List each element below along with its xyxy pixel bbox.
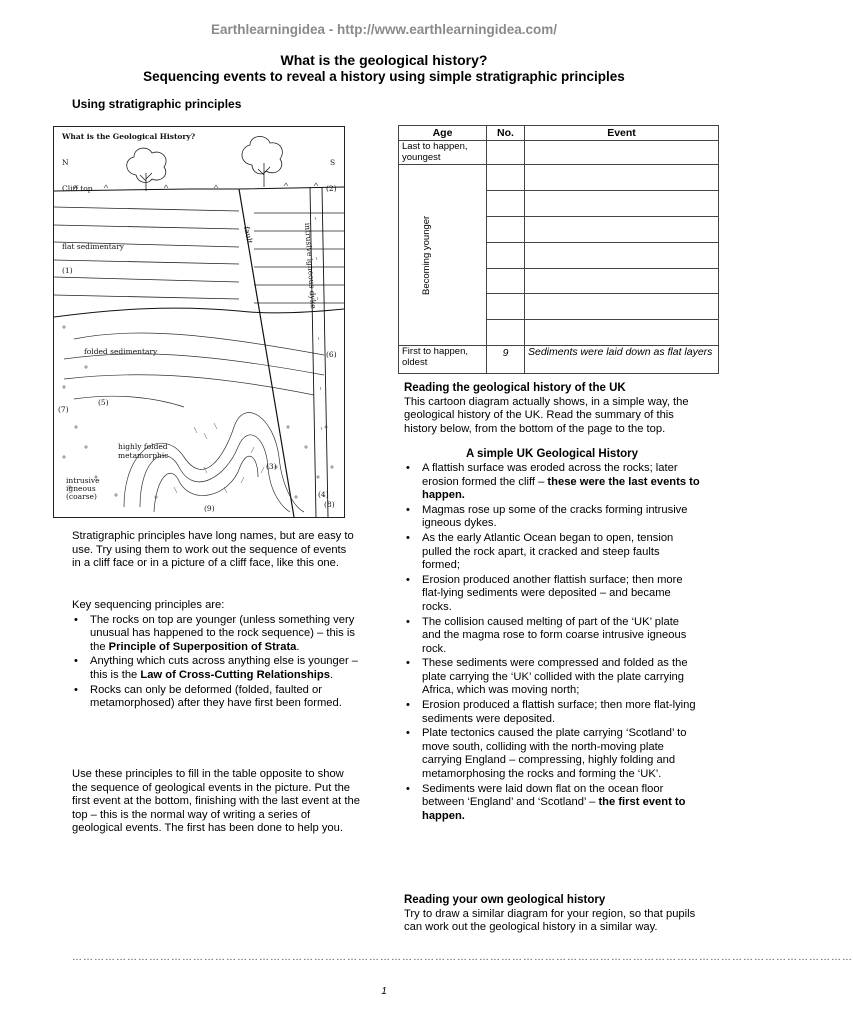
label-1: (1) [62, 266, 73, 275]
header-no: No. [487, 126, 525, 141]
label-6: (6) [326, 350, 337, 359]
label-9: (9) [204, 504, 215, 513]
page-number: 1 [381, 986, 387, 997]
no-cell[interactable] [487, 320, 525, 346]
cliff-diagram-svg [54, 127, 344, 517]
header-event: Event [525, 126, 719, 141]
uk-history-section [404, 382, 700, 824]
tree-left-icon [127, 148, 166, 191]
diagram-title: What is the Geological History? [62, 132, 196, 141]
no-cell[interactable] [487, 294, 525, 320]
label-intrusive: intrusive [66, 476, 100, 485]
history-item: • A flattish surface was eroded across the rocks; later erosion formed the cliff – these were the last events to happen. [404, 462, 700, 503]
instructions-paragraph [72, 768, 360, 836]
event-cell[interactable] [525, 320, 719, 346]
table-row [399, 165, 719, 191]
history-item: • Erosion produced another flattish surface; then more flat-lying sediments were deposited – and became rocks. [404, 574, 700, 615]
header-age: Age [399, 126, 487, 141]
age-youngest: Last to happen, youngest [399, 141, 487, 165]
simple-history-heading: A simple UK Geological History [465, 448, 639, 461]
tree-right-icon [242, 136, 282, 187]
label-dyke: intrusive igneous dyke [303, 222, 318, 309]
history-item: • These sediments were compressed and folded as the plate carrying the ‘UK’ collided with the plate carrying Africa, which was moving north; [404, 657, 700, 698]
principle-item: • The rocks on top are younger (unless something very unusual has happened to the rock sequence) – this is the Principle of Superposition of Strata. [72, 614, 362, 655]
page-title: What is the geological history? [280, 52, 488, 68]
event-cell[interactable] [525, 191, 719, 217]
history-item: • As the early Atlantic Ocean began to open, tension pulled the rock apart, it cracked and steep faults formed; [404, 532, 700, 573]
event-cell[interactable] [525, 217, 719, 243]
section-heading-stratigraphic: Using stratigraphic principles [72, 97, 242, 111]
event-cell[interactable] [525, 269, 719, 294]
label-5: (5) [98, 398, 109, 407]
no-cell[interactable] [487, 217, 525, 243]
history-list [404, 462, 700, 823]
event-cell[interactable] [525, 243, 719, 269]
principles-list [72, 614, 362, 711]
cliff-diagram [53, 126, 345, 518]
label-cliff-top: Cliff top [62, 184, 93, 193]
history-item: • Magmas rose up some of the cracks forming intrusive igneous dykes. [404, 504, 700, 531]
own-history-section [404, 894, 700, 935]
key-principles [72, 599, 362, 712]
label-2: (2) [326, 184, 337, 193]
label-8: (8) [324, 500, 335, 509]
page-subtitle: Sequencing events to reveal a history using simple stratigraphic principles [143, 69, 625, 84]
key-principles-heading: Key sequencing principles are: [72, 599, 225, 611]
history-item: • Plate tectonics caused the plate carrying ‘Scotland’ to move south, colliding with the north-moving plate carrying England – compressing, highly folding and metamorphosing the rocks and forming the ‘UK’. [404, 727, 700, 781]
event-cell[interactable] [525, 141, 719, 165]
no-cell[interactable] [487, 269, 525, 294]
becoming-younger-label: Becoming younger [421, 215, 432, 295]
no-cell[interactable] [487, 165, 525, 191]
age-becoming-younger [399, 165, 487, 346]
intro-paragraph [72, 530, 357, 571]
uk-intro: This cartoon diagram actually shows, in a simple way, the geological history of the UK. Read the summary of this history below, from the bottom of the page to the top. [404, 395, 689, 435]
label-fault: fault [242, 225, 255, 245]
label-flat-sedimentary: flat sedimentary [62, 242, 125, 251]
principle-item: • Rocks can only be deformed (folded, faulted or metamorphosed) after they have first been formed. [72, 684, 362, 711]
label-4: (4) [318, 490, 329, 499]
history-item: • Erosion produced a flattish surface; then more flat-lying sediments were deposited. [404, 699, 700, 726]
north-label: N [62, 158, 69, 167]
label-folded-sedimentary: folded sedimentary [84, 347, 158, 356]
table-row [399, 141, 719, 165]
table-row [399, 346, 719, 374]
label-3: (3) [266, 462, 277, 471]
label-coarse: (coarse) [66, 492, 97, 501]
label-highly-folded: highly folded [118, 442, 168, 451]
no-cell[interactable] [487, 191, 525, 217]
label-7: (7) [58, 405, 69, 414]
south-label: S [330, 158, 336, 167]
uk-heading: Reading the geological history of the UK [404, 382, 626, 394]
principle-item: • Anything which cuts across anything else is younger – this is the Law of Cross-Cutting Relationships. [72, 655, 362, 682]
instructions-text: Use these principles to fill in the table opposite to show the sequence of geological events in the picture. Put the first event at the bottom, finishing with the last event at the top – this is the normal way of writing a series of geological events. The first has been done to help you. [72, 768, 360, 835]
no-cell-first: 9 [487, 346, 525, 374]
label-metamorphic: metamorphic [118, 451, 169, 460]
own-history-text: Try to draw a similar diagram for your region, so that pupils can work out the geological history in a similar way. [404, 907, 696, 934]
divider-dotted-line: …………………………………………………………………………………………………………………………………………………………………………………………… [72, 952, 853, 963]
label-igneous: igneous [66, 484, 96, 493]
event-cell-first: Sediments were laid down as flat layers [525, 346, 719, 374]
age-oldest: First to happen, oldest [399, 346, 487, 374]
no-cell[interactable] [487, 141, 525, 165]
site-header: Earthlearningidea - http://www.earthlearningidea.com/ [210, 22, 558, 37]
event-cell[interactable] [525, 165, 719, 191]
intro-text: Stratigraphic principles have long names, but are easy to use. Try using them to work out the sequence of events in a cliff face or in a picture of a cliff face, like this one. [72, 530, 354, 570]
no-cell[interactable] [487, 243, 525, 269]
table-header-row [399, 126, 719, 141]
history-item: • Sediments were laid down flat on the ocean floor between ‘England’ and ‘Scotland’ – the first event to happen. [404, 783, 700, 824]
age-table [398, 125, 719, 374]
event-cell[interactable] [525, 294, 719, 320]
history-item: • The collision caused melting of part of the ‘UK’ plate and the magma rose to form coarse intrusive igneous rock. [404, 616, 700, 657]
own-history-heading: Reading your own geological history [404, 894, 606, 906]
